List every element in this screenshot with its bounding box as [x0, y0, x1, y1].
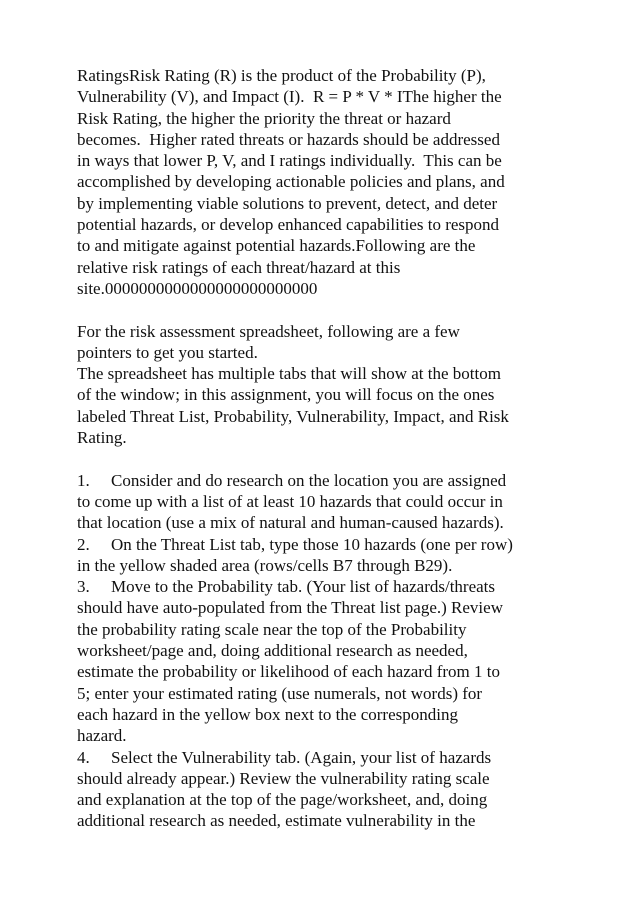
text-line: of the window; in this assignment, you will focus on the ones: [77, 385, 495, 405]
text-line: Vulnerability (V), and Impact (I). R = P * V * IThe higher the: [77, 87, 502, 107]
text-line: to come up with a list of at least 10 hazards that could occur in: [77, 491, 503, 511]
text-line: relative risk ratings of each threat/hazard at this: [77, 257, 401, 277]
text-line: becomes. Higher rated threats or hazards should be addressed: [77, 129, 500, 149]
text-line: accomplished by developing actionable policies and plans, and: [77, 172, 505, 192]
blank-line: [77, 299, 598, 320]
text-line: 4. Select the Vulnerability tab. (Again, your list of hazards: [77, 747, 492, 767]
text-line: estimate the probability or likelihood of each hazard from 1 to: [77, 662, 500, 682]
text-line: to and mitigate against potential hazards.Following are the: [77, 236, 476, 256]
text-line: RatingsRisk Rating (R) is the product of the Probability (P),: [77, 66, 486, 85]
text-line: worksheet/page and, doing additional research as needed,: [77, 641, 468, 661]
text-line: pointers to get you started.: [77, 342, 258, 362]
text-line: additional research as needed, estimate vulnerability in the: [77, 811, 476, 831]
text-line: potential hazards, or develop enhanced capabilities to respond: [77, 215, 500, 235]
text-line: 2. On the Threat List tab, type those 10 hazards (one per row): [77, 534, 513, 554]
text-line: 3. Move to the Probability tab. (Your list of hazards/threats: [77, 577, 496, 597]
text-line: should have auto-populated from the Threat list page.) Review: [77, 598, 503, 618]
text-line: that location (use a mix of natural and human-caused hazards).: [77, 513, 504, 533]
text-line: labeled Threat List, Probability, Vulnerability, Impact, and Risk: [77, 406, 509, 426]
text-line: For the risk assessment spreadsheet, following are a few: [77, 321, 460, 341]
text-line: the probability rating scale near the top of the Probability: [77, 619, 467, 639]
text-line: 1. Consider and do research on the location you are assigned: [77, 470, 507, 490]
text-line: should already appear.) Review the vulnerability rating scale: [77, 768, 490, 788]
blank-line: [77, 448, 598, 469]
text-line: in ways that lower P, V, and I ratings individually. This can be: [77, 151, 502, 171]
text-line: Rating.: [77, 428, 127, 448]
text-line: and explanation at the top of the page/worksheet, and, doing: [77, 790, 488, 810]
text-line: by implementing viable solutions to prevent, detect, and deter: [77, 193, 498, 213]
text-line: in the yellow shaded area (rows/cells B7 through B29).: [77, 555, 453, 575]
text-line: each hazard in the yellow box next to the corresponding: [77, 704, 458, 724]
text-line: Risk Rating, the higher the priority the threat or hazard: [77, 108, 451, 128]
text-line: 5; enter your estimated rating (use numerals, not words) for: [77, 683, 483, 703]
text-line: hazard.: [77, 726, 127, 746]
text-line: site.0000000000000000000000000: [77, 278, 318, 298]
text-line: The spreadsheet has multiple tabs that will show at the bottom: [77, 364, 501, 384]
